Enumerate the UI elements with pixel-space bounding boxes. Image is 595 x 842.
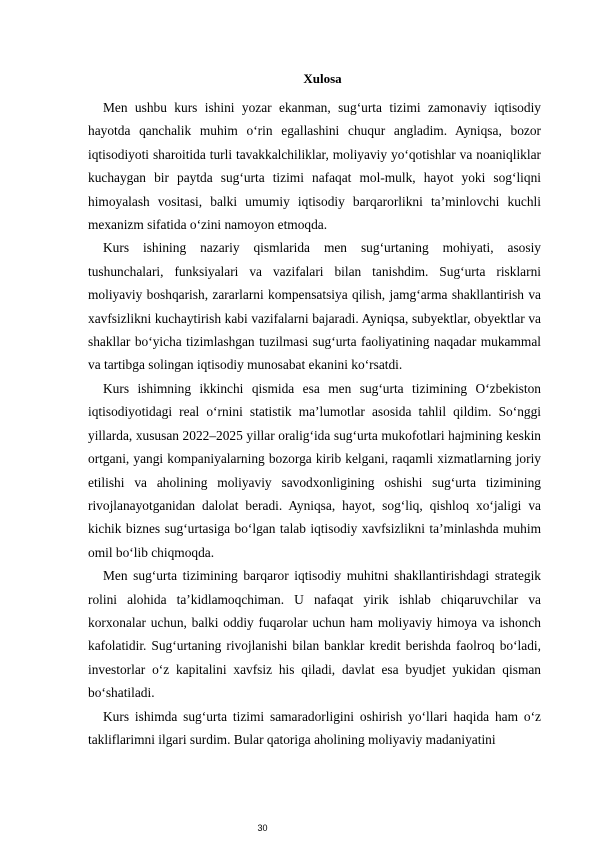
paragraph-5: Kurs ishimda sug‘urta tizimi samaradorligini oshirish yo‘llari haqida ham o‘z takliflarimni ilgari surdim. Bular qatoriga aholining moliyaviy madaniyatini: [88, 708, 541, 747]
paragraph-1: Men ushbu kurs ishini yozar ekanman, sug‘urta tizimi zamonaviy iqtisodiy hayotda qanchalik muhim o‘rin egallashini chuqur angladim. Ayniqsa, bozor iqtisodiyoti sharoitida turli tavakkalchiliklar, moliyaviy yo‘qotishlar va noaniqliklar kuchaygan bir paytda sug‘urta tizimi nafaqat mol-mulk, hayot yoki sog‘liqni himoyalash vositasi, balki umumiy iqtisodiy barqarorlikni ta’minlovchi kuchli mexanizm sifatida o‘zini namoyon etmoqda.: [88, 100, 541, 233]
body-text: [88, 96, 541, 751]
paragraph-4: Men sug‘urta tizimining barqaror iqtisodiy muhitni shakllantirishdagi strategik rolini alohida ta’kidlamoqchiman. U nafaqat yirik ishlab chiqaruvchilar va korxonalar uchun, balki oddiy fuqarolar uchun ham moliyaviy himoya va ishonch kafolatidir. Sug‘urtaning rivojlanishi bilan banklar kredit berishda faolroq bo‘ladi, investorlar o‘z kapitalini xavfsiz his qiladi, davlat esa byudjet yukidan qisman bo‘shatiladi.: [88, 568, 541, 701]
section-heading: Xulosa: [303, 71, 342, 86]
paragraph-2: Kurs ishining nazariy qismlarida men sug‘urtaning mohiyati, asosiy tushunchalari, funksiyalari va vazifalari bilan tanishdim. Sug‘urta risklarni moliyaviy boshqarish, zararlarni kompensatsiya qilish, jamg‘arma shakllantirish va xavfsizlikni kuchaytirish kabi vazifalarni bajaradi. Ayniqsa, subyektlar, obyektlar va shakllar bo‘yicha tizimlashgan tuzilmasi sug‘urta faoliyatining naqadar mukammal va tartibga solingan iqtisodiy munosabat ekanini ko‘rsatdi.: [88, 240, 541, 373]
paragraph-3: Kurs ishimning ikkinchi qismida esa men sug‘urta tizimining O‘zbekiston iqtisodiyotidagi real o‘rnini statistik ma’lumotlar asosida tahlil qildim. So‘nggi yillarda, xususan 2022–2025 yillar oralig‘ida sug‘urta mukofotlari hajmining keskin ortgani, yangi kompaniyalarning bozorga kirib kelgani, raqamli xizmatlarning joriy etilishi va aholining moliyaviy savodxonligining oshishi sug‘urta tizimining rivojlanayotganidan dalolat beradi. Ayniqsa, hayot, sog‘liq, qishloq xo‘jaligi va kichik biznes sug‘urtasiga bo‘lgan talab iqtisodiy xavfsizlikni ta’minlashda muhim omil bo‘lib chiqmoqda.: [88, 380, 541, 560]
page-number: 30: [257, 823, 268, 833]
